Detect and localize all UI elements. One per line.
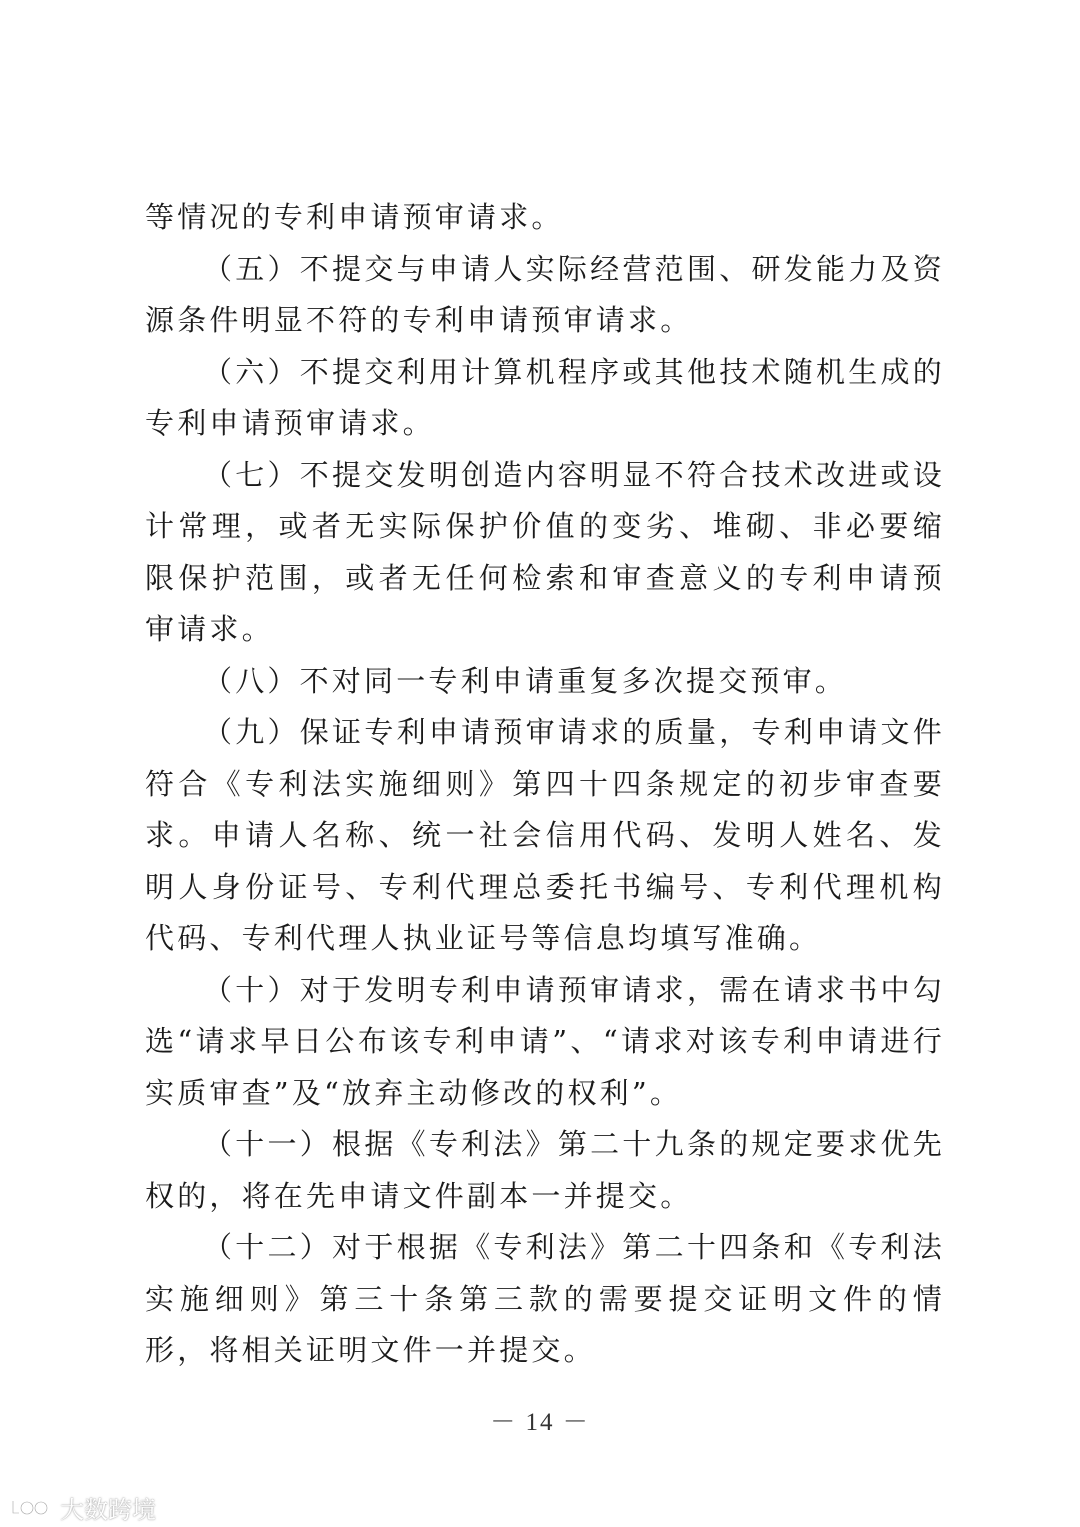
paragraph-item-6: （六）不提交利用计算机程序或其他技术随机生成的专利申请预审请求。 — [145, 354, 945, 440]
watermark-text: 大数跨境 — [60, 1496, 156, 1524]
paragraph-item-9: （九）保证专利申请预审请求的质量，专利申请文件符合《专利法实施细则》第四十四条规定的初步审查要求。申请人名称、统一社会信用代码、发明人姓名、发明人身份证号、专利代理总委托书编号、专利代理机构代码、专利代理人执业证号等信息均填写准确。 — [145, 715, 945, 955]
watermark — [10, 1490, 156, 1525]
logo-icon — [10, 1497, 54, 1519]
paragraph-item-7: （七）不提交发明创造内容明显不符合技术改进或设计常理，或者无实际保护价值的变劣、堆砌、非必要缩限保护范围，或者无任何检索和审查意义的专利申请预审请求。 — [145, 457, 945, 646]
page-number: － 14 － — [490, 1409, 590, 1436]
paragraph-item-10: （十）对于发明专利申请预审请求，需在请求书中勾选“请求早日公布该专利申请”、“请求对该专利申请进行实质审查”及“放弃主动修改的权利”。 — [145, 972, 945, 1110]
document-body — [145, 192, 945, 1377]
paragraph-item-11: （十一）根据《专利法》第二十九条的规定要求优先权的，将在先申请文件副本一并提交。 — [145, 1127, 945, 1213]
paragraph-item-8: （八）不对同一专利申请重复多次提交预审。 — [203, 663, 848, 698]
paragraph-continuation: 等情况的专利申请预审请求。 — [145, 200, 564, 234]
paragraph-item-5: （五）不提交与申请人实际经营范围、研发能力及资源条件明显不符的专利申请预审请求。 — [145, 251, 945, 337]
paragraph-item-12: （十二）对于根据《专利法》第二十四条和《专利法实施细则》第三十条第三款的需要提交证明文件的情形，将相关证明文件一并提交。 — [145, 1230, 945, 1367]
